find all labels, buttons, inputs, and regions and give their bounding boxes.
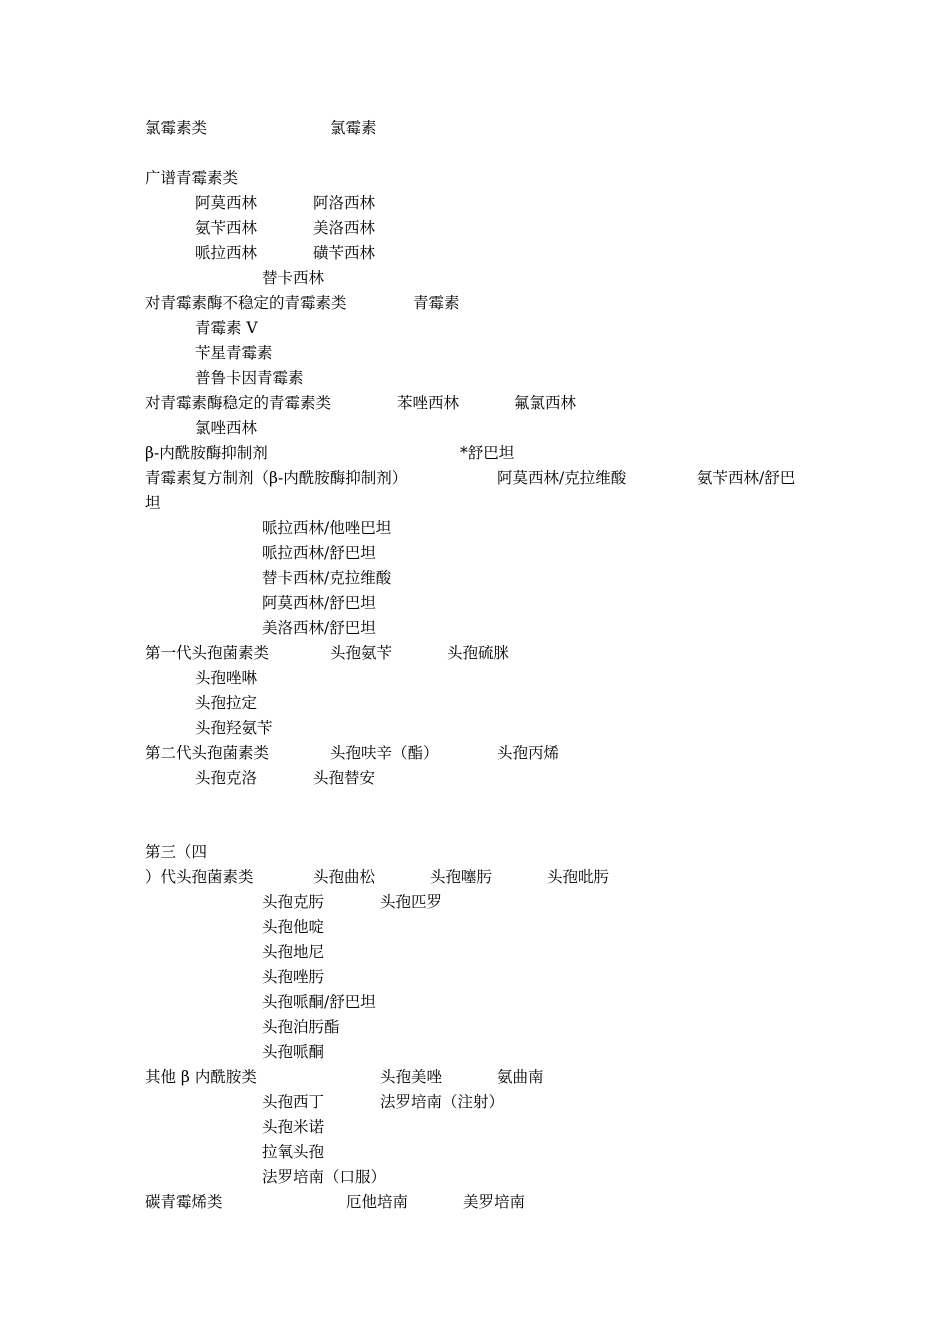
drug-name: 头孢氨苄 xyxy=(330,644,393,662)
drug-name: 氯霉素 xyxy=(330,119,377,137)
line-text: 哌拉西林/舒巴坦 xyxy=(262,544,376,562)
drug-name: 厄他培南 xyxy=(346,1193,409,1211)
drug-name: 头孢美唑 xyxy=(380,1068,443,1086)
line-text: 替卡西林 xyxy=(262,269,325,287)
line-text: 头孢拉定 xyxy=(195,694,258,712)
line-text: 头孢米诺 xyxy=(262,1118,325,1136)
drug-name: 美洛西林 xyxy=(313,219,376,237)
line-text: 头孢哌酮/舒巴坦 xyxy=(262,993,376,1011)
drug-name: 阿莫西林/克拉维酸 xyxy=(497,469,627,487)
line-text: 替卡西林/克拉维酸 xyxy=(262,569,392,587)
line-text: 对青霉素酶稳定的青霉素类 xyxy=(145,394,332,412)
line-text: 坦 xyxy=(145,494,161,512)
line-text: 头孢他啶 xyxy=(262,918,325,936)
line-text: 第三（四 xyxy=(145,843,208,861)
drug-name: 阿洛西林 xyxy=(313,194,376,212)
drug-name: 头孢吡肟 xyxy=(547,868,610,886)
line-text: 广谱青霉素类 xyxy=(145,169,239,187)
line-text: 美洛西林/舒巴坦 xyxy=(262,619,376,637)
drug-name: 头孢匹罗 xyxy=(380,893,443,911)
line-text: 普鲁卡因青霉素 xyxy=(195,369,304,387)
line-text: 碳青霉烯类 xyxy=(145,1193,223,1211)
drug-name: 氨曲南 xyxy=(497,1068,544,1086)
line-text: 青霉素 V xyxy=(195,319,258,337)
line-text: 哌拉西林 xyxy=(195,244,258,262)
line-text: 头孢克肟 xyxy=(262,893,325,911)
line-text: 阿莫西林 xyxy=(195,194,258,212)
drug-name: 头孢硫脒 xyxy=(447,644,510,662)
line-text: 头孢唑肟 xyxy=(262,968,325,986)
line-text: 氨苄西林 xyxy=(195,219,258,237)
line-text: 其他 β 内酰胺类 xyxy=(145,1068,257,1086)
line-text: 头孢哌酮 xyxy=(262,1043,325,1061)
line-text: 头孢唑啉 xyxy=(195,669,258,687)
line-text: 阿莫西林/舒巴坦 xyxy=(262,594,376,612)
drug-name: 头孢丙烯 xyxy=(497,744,560,762)
line-text: 拉氧头孢 xyxy=(262,1143,325,1161)
drug-name: 磺苄西林 xyxy=(313,244,376,262)
drug-name: 青霉素 xyxy=(413,294,460,312)
line-text: 对青霉素酶不稳定的青霉素类 xyxy=(145,294,347,312)
line-text: 头孢泊肟酯 xyxy=(262,1018,340,1036)
line-text: 头孢西丁 xyxy=(262,1093,325,1111)
line-text: 头孢羟氨苄 xyxy=(195,719,273,737)
drug-name: 美罗培南 xyxy=(463,1193,526,1211)
drug-name: 头孢噻肟 xyxy=(430,868,493,886)
line-text: 氯唑西林 xyxy=(195,419,258,437)
drug-name: 头孢替安 xyxy=(313,769,376,787)
line-text: 头孢地尼 xyxy=(262,943,325,961)
drug-name: 法罗培南（注射） xyxy=(380,1093,505,1111)
line-text: 第一代头孢菌素类 xyxy=(145,644,270,662)
drug-name: *舒巴坦 xyxy=(460,444,515,462)
drug-name: 氟氯西林 xyxy=(514,394,577,412)
drug-name: 头孢呋辛（酯） xyxy=(330,744,439,762)
drug-name: 苯唑西林 xyxy=(397,394,460,412)
line-text: 法罗培南（口服） xyxy=(262,1168,387,1186)
line-text: 青霉素复方制剂（β-内酰胺酶抑制剂） xyxy=(145,469,408,487)
line-text: 哌拉西林/他唑巴坦 xyxy=(262,519,392,537)
drug-name: 头孢曲松 xyxy=(313,868,376,886)
line-text: ）代头孢菌素类 xyxy=(145,868,254,886)
drug-name: 氨苄西林/舒巴 xyxy=(697,469,796,487)
line-text: 苄星青霉素 xyxy=(195,344,273,362)
line-text: 头孢克洛 xyxy=(195,769,258,787)
line-text: β-内酰胺酶抑制剂 xyxy=(145,444,268,462)
line-text: 第二代头孢菌素类 xyxy=(145,744,270,762)
line-text: 氯霉素类 xyxy=(145,119,208,137)
